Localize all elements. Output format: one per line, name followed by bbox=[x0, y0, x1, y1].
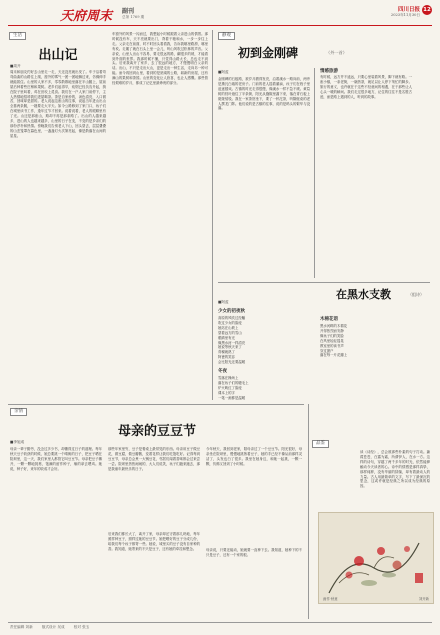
article-author: ■阿蓝 bbox=[218, 70, 229, 74]
article-doudoujie bbox=[10, 408, 304, 618]
article-body-col3a: 今年秋天，我回到老家，陪母亲过了一个豆豆节。阳光很好，母亲坐在院坝里，慢慢地挑拣着豆子，她的手已经不像从前那样灵活了，头发也白了很多。我坐在她身边，和她一起挑，一颗一颗，仿佛又回到了小时候。 bbox=[206, 447, 302, 466]
poem-line: 望着远方的雪山 bbox=[218, 330, 242, 335]
masthead-rule bbox=[8, 25, 432, 26]
column-divider bbox=[308, 404, 309, 619]
poem-lines bbox=[218, 376, 310, 401]
article-subtitle: （外一首） bbox=[326, 50, 347, 55]
footer-credits bbox=[10, 625, 89, 630]
article-title: 初到金刚碑 bbox=[238, 46, 299, 60]
poem-line: 开得热烈而安静 bbox=[320, 328, 344, 333]
section-tag-family: 亲情 bbox=[10, 408, 27, 416]
masthead-section: 副刊 bbox=[122, 8, 135, 15]
poem-line: 她站在山坡上 bbox=[218, 325, 239, 330]
section-divider bbox=[8, 404, 304, 405]
poem-line: 黑水河畔的木棉花 bbox=[320, 324, 348, 328]
footer-editor: 责任编辑 刘新 bbox=[10, 625, 33, 629]
column-body: 有时候，远方并不遥远，只要心里装着风景，脚下就有路。一座小镇，一条老街，一碗热茶，就足以让人停下匆忙的脚步。旅行的意义，也许就在于这些不经意间的相遇，在于那些让人心头一暖的瞬间。我们走过很多地方，记住的往往不是名胜古迹，而是路上遇到的人，听到的故事。 bbox=[320, 75, 412, 99]
poem-line: 教室里的读书声 bbox=[320, 343, 344, 348]
poem-title: 少女的初夜秋 bbox=[218, 309, 245, 314]
poem-title: 木棉花语 bbox=[320, 317, 338, 322]
poem-author: ■阿蓝 bbox=[218, 300, 229, 304]
masthead bbox=[60, 5, 432, 23]
poem-line: 高原的风吹过经幡 bbox=[218, 316, 246, 320]
poem-line: 炉火映红了脸庞 bbox=[218, 385, 242, 390]
poem-group-title: 在黑水支教 bbox=[336, 288, 391, 301]
section-tag-life: 生活 bbox=[9, 32, 26, 40]
poem-line: 眼睛里有光 bbox=[218, 335, 235, 340]
poem-line: 一笔一画都是温暖 bbox=[218, 395, 246, 400]
article-title: 母亲的豆豆节 bbox=[117, 424, 196, 439]
poem-line: 雪落在操场上 bbox=[218, 376, 239, 380]
section-tag-pinjian: 品鉴 bbox=[312, 440, 329, 448]
column-section-title: 情感旅游 bbox=[320, 69, 338, 74]
article-author: ■周开 bbox=[10, 64, 21, 68]
footer-designer: 版式设计 吴成 bbox=[41, 625, 65, 629]
poem-group-subtitle: （组诗） bbox=[408, 292, 424, 297]
poem-title: 冬夜 bbox=[218, 369, 227, 374]
masthead-logo: 天府周末 bbox=[60, 9, 113, 24]
article-body-col2b: 后来我们都长大了，离开了家，母亲却还守着那几块地，每年照样种豆子，照样过她的豆豆节。她把晒好的豆子分成几份，给我们每个孩子都寄一些。她说，城里买的豆子没有自家种的香。我知道，她寄来的不只是豆子，还有她的牵挂和想念。 bbox=[108, 532, 200, 551]
section-divider bbox=[218, 282, 430, 283]
poem-lines bbox=[218, 316, 310, 365]
masthead-date: 2023年11月30日 bbox=[390, 13, 420, 17]
ink-painting-art bbox=[319, 513, 433, 603]
poem-line: 阿爸的笑容 bbox=[218, 355, 235, 360]
article-body: 金刚碑的石板路，被岁月磨得发亮，沿着溪水一路向前，两旁是黛瓦白墙的老房子。门前的老人摇着蒲扇，孩子们在巷子里追逐嬉戏。古镇的时光走得很慢，像溪水一样不急不缓。黄葛树的枝叶遮住了半条街，阳光从缝隙里漏下来，落在青石板上斑斑驳驳。我在一家茶馆坐下，要了一杯沱茶，听隔壁桌的老人摆龙门阵。他们说的是古镇的往事，说的是码头的繁华与没落。 bbox=[218, 77, 310, 111]
poem-line: 像孩子们的笑脸 bbox=[320, 333, 344, 338]
article-title: 出山记 bbox=[38, 48, 78, 63]
poem-line: 课本上的字 bbox=[218, 390, 235, 395]
poem-line: 落在孩子们的睫毛上 bbox=[218, 380, 249, 385]
poem-line: 落在每一片花瓣上 bbox=[320, 353, 348, 358]
section-tag-jingguan: 静观 bbox=[218, 32, 235, 40]
article-body-col3b: 母亲说，只要还能动，她就要一直种下去。我知道，她种下的不只是豆子，还有一个家的根。 bbox=[206, 548, 302, 557]
article-body: 周末和朋友约好去山里走一走，天还没亮就出发了。车子沿着弯弯曲曲的山路往上爬，窗外的雾气一团一团地飘过来，仿佛伸手就能抓住。山里的人家不多，零零散散地坐落在半山腰上，屋前屋后种着些庄稼和果树。老乡们起得早，炊烟已经袅袅升起，狗在院子里叫着，鸡在田坎上觅食。我们在一户人家门前停下，主人热情地招呼我们进屋喝茶。茶是自家炒的，汤色清亮，入口微苦，回味却是甜的。老人说起这座山的往事，说起当年进山出山全靠两条腿，一趟要走大半天。如今公路修到了家门口，孩子们在城里读书工作，逢年过节才回来。说着说着，老人的眼睛里有了光。山还是那座山，路却不再是那条路了。出山的人越来越多，进山的人也越来越多，山里的日子在变，不变的是乡亲们的那份淳朴和热情。傍晚我们告别老人下山，回头望去，层层叠叠的山峦笼罩在暮色里，一盏盏灯火次第亮起，像是散落在山间的星星。 bbox=[10, 70, 106, 138]
article-author: ■李旭成 bbox=[10, 440, 25, 444]
travel-column bbox=[320, 68, 412, 280]
sidebar-body: 读《诗经》，总会被那些朴素的句子打动。蒹葭苍苍，白露为霜，所谓伊人，在水一方。这样的诗句，穿越了两千多年的时光，依然能够触动今天读者的心。诗中的情感是那样真挚，那样纯粹，没有华丽的辞藻，却有着最动人的力量。古人用最简单的文字，写下了最深沉的思念，这或许就是经典之所以成为经典的原因。 bbox=[360, 450, 430, 489]
poem-line: 像黑水河一样清亮 bbox=[218, 340, 246, 345]
painter-name: 刘开新 bbox=[418, 597, 429, 601]
poem-line: 吹过少女的脸庞 bbox=[218, 320, 242, 325]
column-divider bbox=[314, 68, 315, 278]
poem-line: 她说等秋天来了 bbox=[218, 345, 242, 350]
poem-line: 穿过窗户 bbox=[320, 348, 334, 353]
newspaper-name: 四川日报 bbox=[397, 7, 420, 13]
footer-rule bbox=[8, 622, 432, 623]
footer-proof: 校对 张玉 bbox=[73, 625, 90, 629]
article-body-continued: 车窗外的风景一闪而过，我想起小时候跟着父亲进山的情景。那时候没有车，天不亮就要出门，背着干粮和水，一步一步往上走。父亲走在前面，时不时回头看看我，告诉我哪里路滑，哪里有坎。走累了就在石头上坐一会儿，听山风吹过松林的声音。父亲说，山里人出山不容易，要走很远的路，翻很多的坡，才能看到外面的世界。我那时候不懂，只觉得山路太长，总也走不到头。后来我离开了家乡，去了很远的地方，才慢慢明白父亲的话。出山，不只是走出大山，更是走出一种生活，走向另一种可能。而今再回到山里，看到的是宽阔的公路，崭新的房屋，还有满山的果树和茶园。山里的变化让人欣喜，也让人感慨。那些曾经艰难的岁月，都成了记忆里最珍贵的部分。 bbox=[112, 32, 208, 86]
article-body-col1: 母亲一辈子勤劳，没念过多少书，却懂得过日子的道理。每年秋天豆子收获的时候，她总要挑一个晴朗的日子，把豆子晒在院坝里，这一天，我们家里人都管它叫豆豆节。母亲把豆子摊开，一颗一颗地挑拣，饱满的留作种子，瘪的拿去喂鸡。她说，种子好，来年的收成才会好。 bbox=[10, 447, 102, 471]
poem-line: 会比阳光还要温暖 bbox=[218, 360, 246, 365]
page-number-badge: 12 bbox=[423, 7, 431, 13]
poem-line: 青稞就熟了 bbox=[218, 350, 235, 355]
painting-caption: 画作·秋意 bbox=[323, 597, 338, 601]
poem-line: 在风里轻轻摇晃 bbox=[320, 338, 344, 343]
column-divider bbox=[212, 30, 213, 400]
article-body-col2a: 那些年家里穷，豆子是餐桌上最常见的东西。母亲用豆子做豆花，做豆腐，做豆瓣酱，变着花样让我们吃饱吃好。记得每到豆豆节，母亲总会煮一大锅豆花，邻居们闻着香味都会过来尝一尝。院坝里热热闹闹的，大人们说笑，孩子们跑来跑去，那是我童年最快乐的日子。 bbox=[108, 447, 200, 471]
ink-painting bbox=[318, 512, 434, 604]
masthead-edition: 总第 1769 期 bbox=[122, 15, 145, 19]
poem-lines bbox=[320, 324, 428, 358]
article-chushanji bbox=[10, 30, 106, 400]
